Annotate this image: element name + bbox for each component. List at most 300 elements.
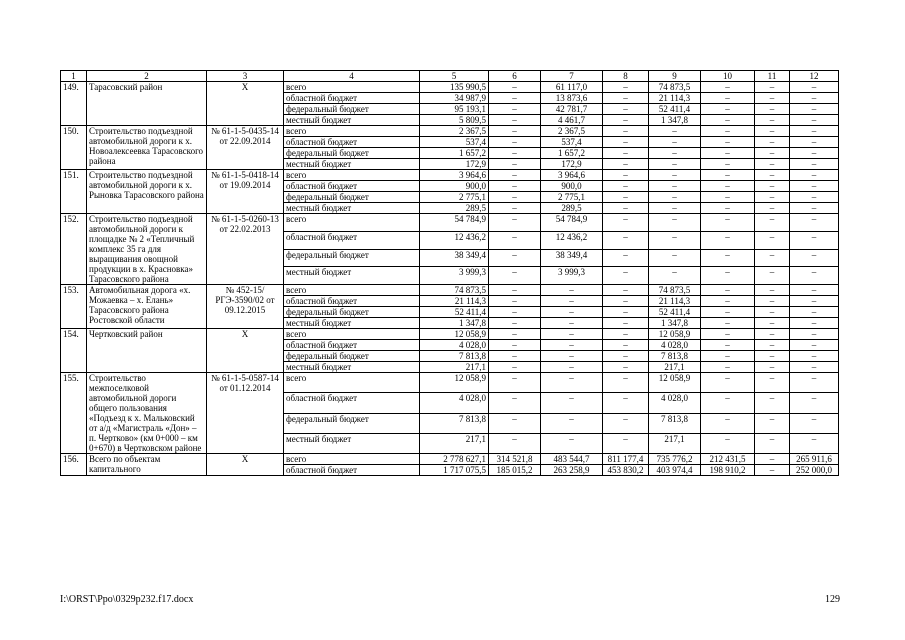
- value-cell: 172,9: [541, 159, 603, 170]
- value-cell: 5 809,5: [420, 115, 489, 126]
- object-name: Строительство подъездной автомобильной дороги к х. Рыновка Тарасовского района: [87, 170, 207, 214]
- funding-source: областной бюджет: [284, 393, 420, 413]
- value-cell: 3 999,3: [420, 267, 489, 285]
- value-cell: 483 544,7: [541, 454, 603, 465]
- value-cell: 172,9: [420, 159, 489, 170]
- value-cell: –: [790, 82, 839, 93]
- value-cell: –: [755, 351, 790, 362]
- value-cell: –: [603, 104, 649, 115]
- value-cell: 198 910,2: [701, 465, 755, 476]
- value-cell: 1 657,2: [420, 148, 489, 159]
- value-cell: –: [649, 126, 701, 137]
- column-number: 2: [87, 71, 207, 82]
- value-cell: –: [603, 170, 649, 181]
- value-cell: –: [489, 433, 541, 453]
- value-cell: 52 411,4: [649, 104, 701, 115]
- value-cell: –: [603, 285, 649, 296]
- value-cell: –: [755, 296, 790, 307]
- column-number: 9: [649, 71, 701, 82]
- funding-source: всего: [284, 285, 420, 296]
- funding-source: местный бюджет: [284, 362, 420, 373]
- value-cell: –: [790, 148, 839, 159]
- value-cell: –: [603, 267, 649, 285]
- row-number: 156.: [61, 454, 87, 476]
- value-cell: 217,1: [649, 362, 701, 373]
- value-cell: –: [701, 214, 755, 232]
- value-cell: –: [603, 231, 649, 249]
- value-cell: –: [790, 181, 839, 192]
- value-cell: 3 964,6: [420, 170, 489, 181]
- value-cell: –: [701, 413, 755, 433]
- value-cell: 12 436,2: [541, 231, 603, 249]
- value-cell: 3 999,3: [541, 267, 603, 285]
- value-cell: –: [755, 413, 790, 433]
- object-name: Чертковский район: [87, 329, 207, 373]
- value-cell: –: [489, 231, 541, 249]
- value-cell: 1 347,8: [649, 318, 701, 329]
- funding-source: местный бюджет: [284, 433, 420, 453]
- value-cell: –: [489, 181, 541, 192]
- value-cell: 403 974,4: [649, 465, 701, 476]
- value-cell: –: [603, 159, 649, 170]
- value-cell: –: [755, 104, 790, 115]
- value-cell: –: [489, 296, 541, 307]
- column-number: 4: [284, 71, 420, 82]
- value-cell: –: [755, 170, 790, 181]
- value-cell: –: [489, 93, 541, 104]
- value-cell: 42 781,7: [541, 104, 603, 115]
- value-cell: 263 258,9: [541, 465, 603, 476]
- value-cell: 2 367,5: [541, 126, 603, 137]
- value-cell: –: [790, 433, 839, 453]
- value-cell: 2 775,1: [420, 192, 489, 203]
- value-cell: 12 058,9: [649, 329, 701, 340]
- value-cell: –: [755, 285, 790, 296]
- value-cell: –: [603, 203, 649, 214]
- funding-source: местный бюджет: [284, 115, 420, 126]
- value-cell: –: [790, 214, 839, 232]
- value-cell: –: [701, 231, 755, 249]
- value-cell: –: [489, 307, 541, 318]
- value-cell: –: [755, 329, 790, 340]
- value-cell: –: [755, 362, 790, 373]
- funding-source: областной бюджет: [284, 181, 420, 192]
- funding-source: областной бюджет: [284, 340, 420, 351]
- value-cell: –: [701, 267, 755, 285]
- value-cell: –: [603, 214, 649, 232]
- value-cell: 1 657,2: [541, 148, 603, 159]
- value-cell: –: [489, 203, 541, 214]
- budget-table: [60, 70, 839, 476]
- value-cell: –: [701, 362, 755, 373]
- value-cell: –: [701, 329, 755, 340]
- value-cell: –: [790, 159, 839, 170]
- table-row: [61, 454, 839, 465]
- value-cell: –: [649, 159, 701, 170]
- value-cell: 4 028,0: [420, 340, 489, 351]
- funding-source: областной бюджет: [284, 296, 420, 307]
- value-cell: –: [603, 181, 649, 192]
- value-cell: –: [755, 465, 790, 476]
- value-cell: –: [701, 203, 755, 214]
- value-cell: 217,1: [649, 433, 701, 453]
- column-number: 3: [207, 71, 284, 82]
- value-cell: –: [603, 93, 649, 104]
- value-cell: 4 028,0: [420, 393, 489, 413]
- value-cell: –: [701, 307, 755, 318]
- funding-source: всего: [284, 329, 420, 340]
- funding-source: областной бюджет: [284, 137, 420, 148]
- value-cell: –: [790, 170, 839, 181]
- row-number: 150.: [61, 126, 87, 170]
- value-cell: –: [790, 93, 839, 104]
- funding-source: местный бюджет: [284, 267, 420, 285]
- value-cell: –: [701, 393, 755, 413]
- value-cell: –: [701, 285, 755, 296]
- value-cell: 537,4: [420, 137, 489, 148]
- value-cell: –: [701, 181, 755, 192]
- row-number: 155.: [61, 373, 87, 454]
- value-cell: 34 987,9: [420, 93, 489, 104]
- value-cell: 74 873,5: [649, 285, 701, 296]
- funding-source: федеральный бюджет: [284, 148, 420, 159]
- value-cell: –: [701, 104, 755, 115]
- value-cell: –: [489, 148, 541, 159]
- value-cell: –: [649, 249, 701, 267]
- value-cell: –: [790, 231, 839, 249]
- value-cell: –: [489, 249, 541, 267]
- value-cell: 289,5: [420, 203, 489, 214]
- value-cell: –: [489, 104, 541, 115]
- column-number: 1: [61, 71, 87, 82]
- value-cell: –: [489, 340, 541, 351]
- value-cell: –: [649, 267, 701, 285]
- table-row: [61, 214, 839, 232]
- row-number: 154.: [61, 329, 87, 373]
- value-cell: –: [541, 296, 603, 307]
- value-cell: 4 028,0: [649, 393, 701, 413]
- value-cell: –: [701, 318, 755, 329]
- value-cell: –: [489, 413, 541, 433]
- value-cell: –: [489, 115, 541, 126]
- value-cell: 289,5: [541, 203, 603, 214]
- object-name: Строительство подъездной автомобильной дороги к х. Новоалексеевка Тарасовского района: [87, 126, 207, 170]
- value-cell: 7 813,8: [420, 413, 489, 433]
- value-cell: 12 058,9: [420, 373, 489, 393]
- value-cell: –: [649, 214, 701, 232]
- value-cell: –: [755, 249, 790, 267]
- value-cell: –: [755, 214, 790, 232]
- funding-source: местный бюджет: [284, 159, 420, 170]
- document-ref: № 61-1-5-0418-14 от 19.09.2014: [207, 170, 284, 214]
- funding-source: всего: [284, 82, 420, 93]
- value-cell: –: [755, 137, 790, 148]
- value-cell: 900,0: [541, 181, 603, 192]
- value-cell: –: [755, 454, 790, 465]
- value-cell: 1 347,8: [649, 115, 701, 126]
- value-cell: 21 114,3: [649, 93, 701, 104]
- value-cell: 135 990,5: [420, 82, 489, 93]
- value-cell: –: [541, 285, 603, 296]
- value-cell: –: [701, 82, 755, 93]
- value-cell: 265 911,6: [790, 454, 839, 465]
- value-cell: –: [603, 351, 649, 362]
- value-cell: 252 000,0: [790, 465, 839, 476]
- value-cell: –: [489, 159, 541, 170]
- value-cell: 7 813,8: [420, 351, 489, 362]
- value-cell: 4 461,7: [541, 115, 603, 126]
- value-cell: –: [755, 393, 790, 413]
- funding-source: областной бюджет: [284, 465, 420, 476]
- value-cell: –: [790, 192, 839, 203]
- value-cell: –: [790, 104, 839, 115]
- value-cell: 1 717 075,5: [420, 465, 489, 476]
- value-cell: –: [541, 413, 603, 433]
- value-cell: –: [603, 307, 649, 318]
- value-cell: –: [755, 93, 790, 104]
- table-row: [61, 373, 839, 393]
- value-cell: –: [790, 413, 839, 433]
- column-number: 10: [701, 71, 755, 82]
- value-cell: 13 873,6: [541, 93, 603, 104]
- value-cell: –: [649, 192, 701, 203]
- value-cell: –: [541, 329, 603, 340]
- value-cell: –: [489, 137, 541, 148]
- value-cell: –: [603, 373, 649, 393]
- document-ref: № 452-15/РГЭ-3590/02 от 09.12.2015: [207, 285, 284, 329]
- value-cell: 21 114,3: [649, 296, 701, 307]
- document-ref: Х: [207, 329, 284, 373]
- object-name: Всего по объектам капитального: [87, 454, 207, 476]
- table-row: [61, 170, 839, 181]
- value-cell: 537,4: [541, 137, 603, 148]
- value-cell: –: [489, 267, 541, 285]
- value-cell: –: [755, 82, 790, 93]
- value-cell: –: [541, 393, 603, 413]
- value-cell: –: [603, 340, 649, 351]
- value-cell: 4 028,0: [649, 340, 701, 351]
- value-cell: 61 117,0: [541, 82, 603, 93]
- value-cell: –: [541, 307, 603, 318]
- value-cell: –: [755, 373, 790, 393]
- value-cell: –: [755, 148, 790, 159]
- funding-source: федеральный бюджет: [284, 104, 420, 115]
- value-cell: –: [541, 373, 603, 393]
- file-path: I:\ORST\Ppo\0329p232.f17.docx: [60, 594, 194, 605]
- value-cell: –: [790, 373, 839, 393]
- value-cell: –: [603, 249, 649, 267]
- value-cell: –: [649, 137, 701, 148]
- value-cell: –: [603, 318, 649, 329]
- value-cell: 453 830,2: [603, 465, 649, 476]
- value-cell: 811 177,4: [603, 454, 649, 465]
- value-cell: –: [489, 351, 541, 362]
- value-cell: –: [755, 231, 790, 249]
- value-cell: 2 367,5: [420, 126, 489, 137]
- value-cell: –: [541, 318, 603, 329]
- value-cell: –: [701, 296, 755, 307]
- value-cell: 900,0: [420, 181, 489, 192]
- value-cell: 212 431,5: [701, 454, 755, 465]
- column-number: 11: [755, 71, 790, 82]
- row-number: 153.: [61, 285, 87, 329]
- value-cell: –: [701, 115, 755, 126]
- value-cell: –: [603, 413, 649, 433]
- value-cell: –: [790, 285, 839, 296]
- value-cell: –: [489, 170, 541, 181]
- value-cell: 2 775,1: [541, 192, 603, 203]
- value-cell: –: [790, 351, 839, 362]
- column-number: 12: [790, 71, 839, 82]
- value-cell: –: [755, 192, 790, 203]
- value-cell: –: [603, 137, 649, 148]
- funding-source: всего: [284, 373, 420, 393]
- value-cell: –: [541, 351, 603, 362]
- value-cell: 12 058,9: [649, 373, 701, 393]
- table-row: [61, 285, 839, 296]
- value-cell: –: [649, 181, 701, 192]
- row-number: 149.: [61, 82, 87, 126]
- value-cell: –: [755, 340, 790, 351]
- value-cell: –: [701, 159, 755, 170]
- value-cell: –: [489, 126, 541, 137]
- value-cell: –: [603, 329, 649, 340]
- value-cell: –: [489, 362, 541, 373]
- value-cell: –: [790, 296, 839, 307]
- value-cell: –: [603, 192, 649, 203]
- value-cell: 2 778 627,1: [420, 454, 489, 465]
- funding-source: областной бюджет: [284, 93, 420, 104]
- page-number: 129: [825, 594, 840, 605]
- value-cell: –: [790, 249, 839, 267]
- value-cell: 12 058,9: [420, 329, 489, 340]
- value-cell: –: [701, 192, 755, 203]
- value-cell: –: [701, 93, 755, 104]
- value-cell: –: [603, 393, 649, 413]
- column-number: 8: [603, 71, 649, 82]
- document-ref: Х: [207, 454, 284, 476]
- value-cell: –: [790, 340, 839, 351]
- column-number: 7: [541, 71, 603, 82]
- value-cell: 74 873,5: [649, 82, 701, 93]
- value-cell: –: [489, 192, 541, 203]
- value-cell: –: [489, 214, 541, 232]
- value-cell: –: [755, 318, 790, 329]
- value-cell: –: [790, 137, 839, 148]
- table-row: [61, 82, 839, 93]
- value-cell: –: [755, 159, 790, 170]
- value-cell: 7 813,8: [649, 413, 701, 433]
- value-cell: –: [603, 126, 649, 137]
- column-number: 6: [489, 71, 541, 82]
- value-cell: –: [790, 393, 839, 413]
- value-cell: –: [603, 148, 649, 159]
- value-cell: –: [701, 170, 755, 181]
- value-cell: 21 114,3: [420, 296, 489, 307]
- value-cell: –: [790, 126, 839, 137]
- table-row: [61, 126, 839, 137]
- document-ref: Х: [207, 82, 284, 126]
- funding-source: федеральный бюджет: [284, 249, 420, 267]
- funding-source: местный бюджет: [284, 203, 420, 214]
- table-row: [61, 329, 839, 340]
- value-cell: –: [603, 82, 649, 93]
- value-cell: 54 784,9: [541, 214, 603, 232]
- funding-source: всего: [284, 454, 420, 465]
- value-cell: 38 349,4: [420, 249, 489, 267]
- value-cell: –: [790, 203, 839, 214]
- value-cell: –: [790, 362, 839, 373]
- object-name: Тарасовский район: [87, 82, 207, 126]
- value-cell: –: [649, 203, 701, 214]
- value-cell: –: [701, 373, 755, 393]
- object-name: Строительство межпоселковой автомобильной дороги общего пользования «Подъезд к х. Мальковский от а/д «Магистраль «Дон» – п. Чертково» (км 0+000 – км 0+670) в Чертковском районе: [87, 373, 207, 454]
- value-cell: –: [489, 285, 541, 296]
- value-cell: –: [603, 115, 649, 126]
- value-cell: –: [790, 115, 839, 126]
- row-number: 151.: [61, 170, 87, 214]
- value-cell: –: [790, 267, 839, 285]
- funding-source: всего: [284, 214, 420, 232]
- value-cell: –: [489, 82, 541, 93]
- value-cell: 52 411,4: [420, 307, 489, 318]
- value-cell: –: [489, 373, 541, 393]
- value-cell: –: [541, 362, 603, 373]
- value-cell: 54 784,9: [420, 214, 489, 232]
- funding-source: всего: [284, 126, 420, 137]
- value-cell: –: [603, 433, 649, 453]
- value-cell: –: [603, 296, 649, 307]
- value-cell: –: [489, 393, 541, 413]
- value-cell: 735 776,2: [649, 454, 701, 465]
- value-cell: –: [701, 249, 755, 267]
- value-cell: 52 411,4: [649, 307, 701, 318]
- value-cell: –: [701, 340, 755, 351]
- value-cell: –: [701, 126, 755, 137]
- object-name: Автомобильная дорога «х. Можаевка – х. Елань» Тарасовского района Ростовской области: [87, 285, 207, 329]
- document-ref: № 61-1-5-0435-14 от 22.09.2014: [207, 126, 284, 170]
- value-cell: 74 873,5: [420, 285, 489, 296]
- value-cell: –: [701, 137, 755, 148]
- value-cell: –: [755, 181, 790, 192]
- value-cell: 95 193,1: [420, 104, 489, 115]
- funding-source: федеральный бюджет: [284, 192, 420, 203]
- value-cell: –: [489, 329, 541, 340]
- document-ref: № 61-1-5-0587-14 от 01.12.2014: [207, 373, 284, 454]
- value-cell: –: [790, 318, 839, 329]
- value-cell: –: [649, 231, 701, 249]
- value-cell: –: [790, 329, 839, 340]
- object-name: Строительство подъездной автомобильной дороги к площадке № 2 «Тепличный комплекс 35 га для выращивания овощной продукции в х. Красновка» Тарасовского района: [87, 214, 207, 285]
- value-cell: 314 521,8: [489, 454, 541, 465]
- funding-source: федеральный бюджет: [284, 351, 420, 362]
- value-cell: –: [790, 307, 839, 318]
- value-cell: –: [649, 148, 701, 159]
- value-cell: –: [603, 362, 649, 373]
- value-cell: 217,1: [420, 362, 489, 373]
- value-cell: 3 964,6: [541, 170, 603, 181]
- value-cell: –: [649, 170, 701, 181]
- funding-source: федеральный бюджет: [284, 307, 420, 318]
- document-ref: № 61-1-5-0260-13 от 22.02.2013: [207, 214, 284, 285]
- value-cell: 217,1: [420, 433, 489, 453]
- value-cell: –: [541, 433, 603, 453]
- funding-source: местный бюджет: [284, 318, 420, 329]
- value-cell: 7 813,8: [649, 351, 701, 362]
- value-cell: –: [755, 307, 790, 318]
- row-number: 152.: [61, 214, 87, 285]
- value-cell: –: [755, 203, 790, 214]
